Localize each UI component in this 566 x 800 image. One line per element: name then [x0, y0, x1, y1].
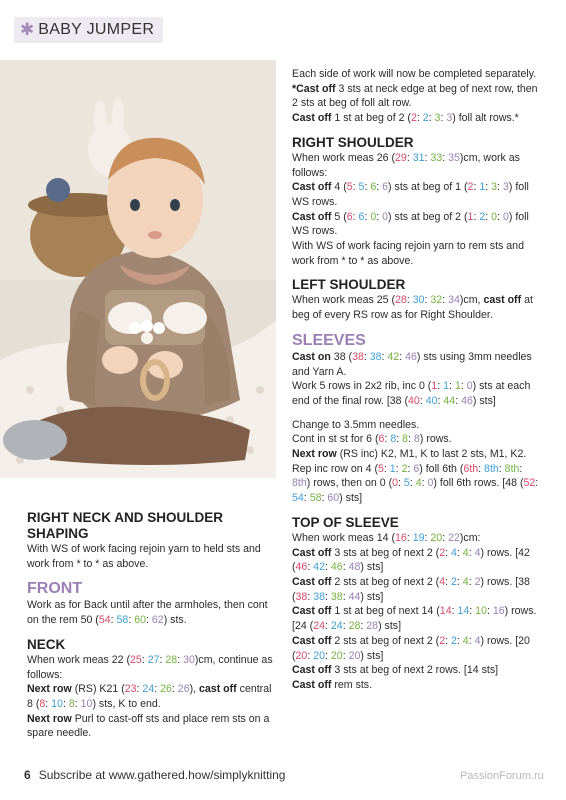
heading-right-neck-shaping: RIGHT NECK AND SHOULDER SHAPING	[27, 510, 224, 541]
top-sleeve-text-3: Cast off 2 sts at beg of next 2 (4: 2: 4: 2) rows. [38 (38: 38: 38: 44) sts]	[292, 575, 530, 603]
page-footer	[24, 768, 285, 782]
heading-right-shoulder: RIGHT SHOULDER	[292, 134, 414, 150]
right-shoulder-text-1: When work meas 26 (29: 31: 33: 35)cm, work as follows:	[292, 151, 520, 179]
page-title: BABY JUMPER	[38, 21, 155, 38]
heading-front: FRONT	[27, 580, 83, 598]
baby-illustration	[0, 60, 276, 478]
section-header	[14, 17, 163, 43]
right-column	[292, 67, 542, 693]
asterisk-icon: ✱	[20, 20, 35, 39]
front-text: Work as for Back until after the armholes, then cont on the rem 50 (54: 58: 60: 62) sts.	[27, 599, 268, 627]
sleeves-text-2: Work 5 rows in 2x2 rib, inc 0 (1: 1: 1: 0) sts at each end of the final row. [38 (40: 40: 44: 46) sts]	[292, 380, 531, 407]
neck-text-3: Next row Purl to cast-off sts and place rem sts on a spare needle.	[27, 712, 270, 740]
neck-text-2: Next row (RS) K21 (23: 24: 26: 26), cast off central 8 (8: 10: 8: 10) sts, K to end.	[27, 683, 272, 710]
neck-shaping-text: With WS of work facing rejoin yarn to held sts and work from * to * as above.	[27, 543, 261, 570]
intro-text-3: Cast off 1 st at beg of 2 (2: 2: 3: 3) foll alt rows.*	[292, 112, 519, 125]
left-shoulder-text: When work meas 25 (28: 30: 32: 34)cm, cast off at beg of every RS row as for Right Shoulder.	[292, 294, 533, 322]
subscribe-link[interactable]: Subscribe at www.gathered.how/simplyknitting	[38, 768, 286, 782]
watermark: PassionForum.ru	[460, 770, 544, 782]
sleeves-text-4: Cont in st st for 6 (6: 8: 8: 8) rows.	[292, 433, 452, 446]
heading-sleeves: SLEEVES	[292, 331, 366, 349]
intro-text-2: *Cast off 3 sts at neck edge at beg of next row, then 2 sts at beg of foll alt row.	[292, 82, 538, 110]
intro-text-1: Each side of work will now be completed separately.	[292, 68, 537, 80]
sleeves-text-6: Rep inc row on 4 (5: 1: 2: 6) foll 6th (6th: 8th: 8th: 8th) rows, then on 0 (0: 5: 4: 0) foll 6th rows. [48 (52: 54: 58: 60) sts]	[292, 462, 539, 505]
right-shoulder-text-3: Cast off 5 (6: 6: 0: 0) sts at beg of 2 (1: 2: 0: 0) foll WS rows.	[292, 210, 529, 238]
heading-top-of-sleeve: TOP OF SLEEVE	[292, 514, 399, 530]
top-sleeve-text-5: Cast off 2 sts at beg of next 2 (2: 2: 4: 4) rows. [20 (20: 20: 20: 20) sts]	[292, 634, 530, 662]
sleeves-text-5: Next row (RS inc) K2, M1, K to last 2 sts, M1, K2.	[292, 448, 527, 461]
page-number: 6	[24, 768, 31, 782]
top-sleeve-text-4: Cast off 1 st at beg of next 14 (14: 14: 10: 16) rows. [24 (24: 24: 28: 28) sts]	[292, 605, 537, 633]
right-shoulder-text-4: With WS of work facing rejoin yarn to rem sts and work from * to * as above.	[292, 240, 524, 267]
top-sleeve-text-2: Cast off 3 sts at beg of next 2 (2: 4: 4: 4) rows. [42 (46: 42: 46: 48) sts]	[292, 546, 530, 574]
heading-left-shoulder: LEFT SHOULDER	[292, 277, 406, 293]
top-sleeve-text-7: Cast off rem sts.	[292, 678, 373, 691]
sleeves-text-3: Change to 3.5mm needles.	[292, 418, 420, 431]
heading-neck: NECK	[27, 636, 66, 652]
left-column	[27, 510, 277, 741]
top-sleeve-text-6: Cast off 3 sts at beg of next 2 rows. [14 sts]	[292, 664, 499, 677]
neck-text-1: When work meas 22 (25: 27: 28: 30)cm, continue as follows:	[27, 653, 273, 681]
right-shoulder-text-2: Cast off 4 (5: 5: 6: 6) sts at beg of 1 (2: 1: 3: 3) foll WS rows.	[292, 181, 529, 208]
sleeves-text-1: Cast on 38 (38: 38: 42: 46) sts using 3mm needles and Yarn A.	[292, 350, 532, 378]
baby-photo	[0, 60, 276, 478]
top-sleeve-text-1: When work meas 14 (16: 19: 20: 22)cm:	[292, 531, 481, 544]
